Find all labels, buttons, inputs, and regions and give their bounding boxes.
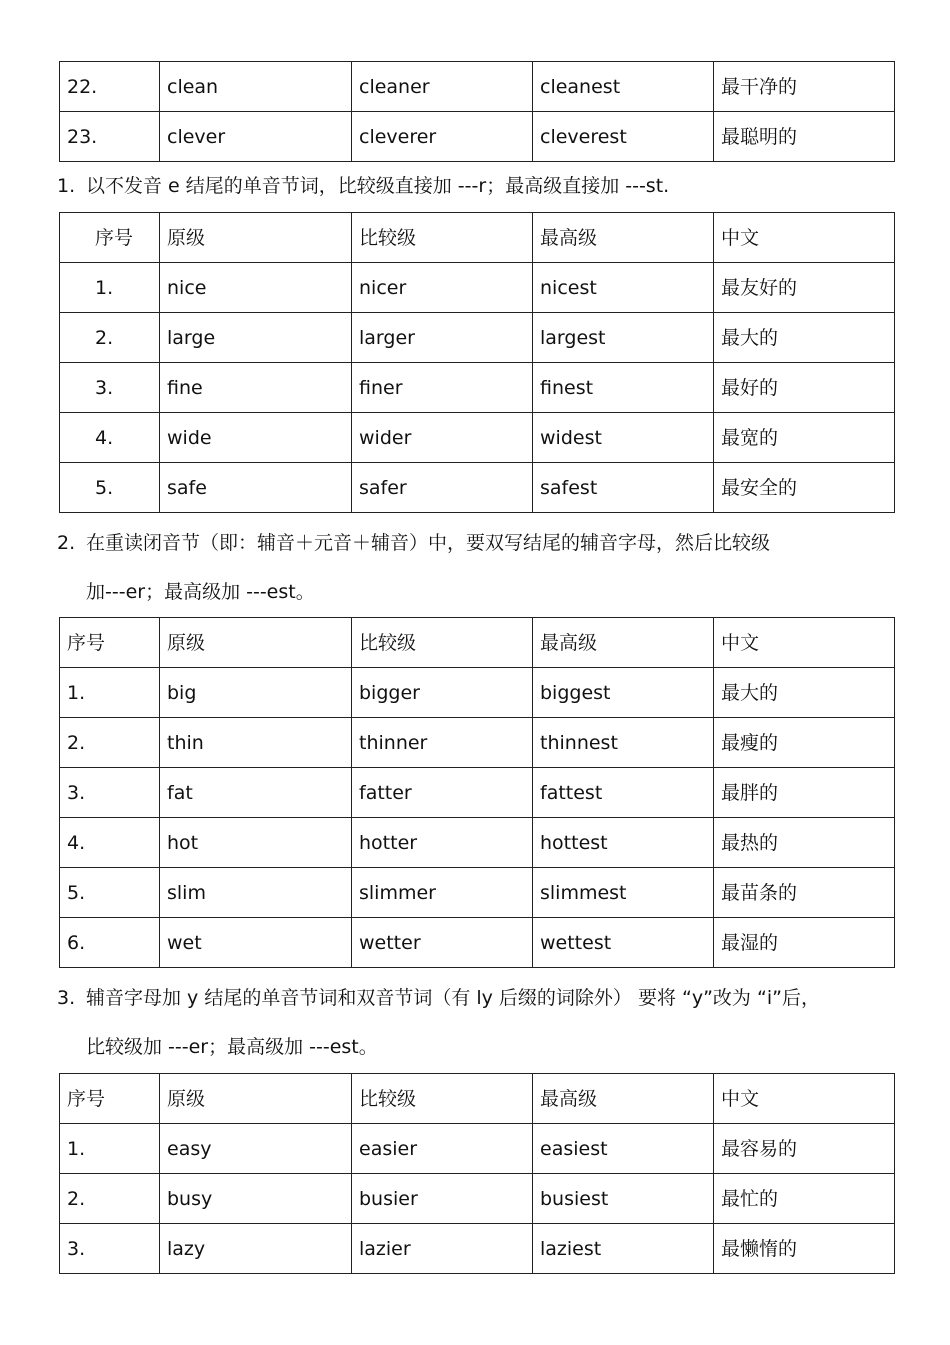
table-row xyxy=(60,62,895,112)
cell-chinese: 最安全的 xyxy=(714,463,895,513)
table-row xyxy=(60,1174,895,1224)
cell-superlative: thinnest xyxy=(533,718,714,768)
cell-positive: fine xyxy=(160,363,352,413)
cell-comparative: larger xyxy=(352,313,533,363)
table-row xyxy=(60,413,895,463)
header-positive: 原级 xyxy=(160,213,352,263)
table-row xyxy=(60,668,895,718)
cell-positive: hot xyxy=(160,818,352,868)
cell-positive: safe xyxy=(160,463,352,513)
cell-index: 3. xyxy=(60,1224,160,1274)
comparison-table-silent-e xyxy=(59,212,895,513)
header-index: 序号 xyxy=(60,1074,160,1124)
cell-index: 5. xyxy=(60,868,160,918)
table-row xyxy=(60,868,895,918)
cell-comparative: cleverer xyxy=(352,112,533,162)
cell-superlative: hottest xyxy=(533,818,714,868)
cell-superlative: slimmest xyxy=(533,868,714,918)
comparison-table-double-consonant xyxy=(59,617,895,968)
cell-positive: easy xyxy=(160,1124,352,1174)
cell-superlative: cleanest xyxy=(533,62,714,112)
cell-comparative: easier xyxy=(352,1124,533,1174)
cell-index: 2. xyxy=(60,313,160,363)
table-row xyxy=(60,313,895,363)
cell-chinese: 最容易的 xyxy=(714,1124,895,1174)
cell-superlative: fattest xyxy=(533,768,714,818)
cell-index: 5. xyxy=(60,463,160,513)
cell-index: 3. xyxy=(60,363,160,413)
cell-chinese: 最忙的 xyxy=(714,1174,895,1224)
cell-positive: clever xyxy=(160,112,352,162)
cell-positive: wide xyxy=(160,413,352,463)
rule-text-line-1: 辅音字母加 y 结尾的单音节词和双音节词（有 ly 后缀的词除外） 要将 “y”改为 “i”后， xyxy=(86,987,820,1009)
rule-2 xyxy=(57,531,770,555)
header-chinese: 中文 xyxy=(714,1074,895,1124)
table-header-row xyxy=(60,618,895,668)
cell-index: 2. xyxy=(60,1174,160,1224)
cell-chinese: 最热的 xyxy=(714,818,895,868)
cell-comparative: safer xyxy=(352,463,533,513)
cell-index: 4. xyxy=(60,818,160,868)
cell-index: 4. xyxy=(60,413,160,463)
cell-positive: busy xyxy=(160,1174,352,1224)
cell-comparative: wetter xyxy=(352,918,533,968)
cell-index: 2. xyxy=(60,718,160,768)
rule-index: 3. xyxy=(57,987,76,1009)
cell-positive: thin xyxy=(160,718,352,768)
cell-positive: fat xyxy=(160,768,352,818)
header-comparative: 比较级 xyxy=(352,1074,533,1124)
cell-comparative: thinner xyxy=(352,718,533,768)
cell-comparative: lazier xyxy=(352,1224,533,1274)
cell-comparative: wider xyxy=(352,413,533,463)
comparison-table-continued xyxy=(59,61,895,162)
table-row xyxy=(60,363,895,413)
cell-positive: wet xyxy=(160,918,352,968)
comparison-table-y-ending xyxy=(59,1073,895,1274)
cell-comparative: slimmer xyxy=(352,868,533,918)
cell-index: 6. xyxy=(60,918,160,968)
cell-index: 1. xyxy=(60,1124,160,1174)
cell-positive: slim xyxy=(160,868,352,918)
table-row xyxy=(60,818,895,868)
cell-positive: nice xyxy=(160,263,352,313)
header-positive: 原级 xyxy=(160,618,352,668)
header-comparative: 比较级 xyxy=(352,213,533,263)
table-row xyxy=(60,112,895,162)
cell-chinese: 最好的 xyxy=(714,363,895,413)
cell-comparative: cleaner xyxy=(352,62,533,112)
cell-chinese: 最大的 xyxy=(714,313,895,363)
table-row xyxy=(60,1124,895,1174)
cell-positive: big xyxy=(160,668,352,718)
cell-superlative: busiest xyxy=(533,1174,714,1224)
cell-index: 1. xyxy=(60,263,160,313)
cell-superlative: nicest xyxy=(533,263,714,313)
cell-superlative: largest xyxy=(533,313,714,363)
cell-chinese: 最干净的 xyxy=(714,62,895,112)
cell-index: 1. xyxy=(60,668,160,718)
table-header-row xyxy=(60,1074,895,1124)
cell-index: 23. xyxy=(60,112,160,162)
table-row xyxy=(60,768,895,818)
cell-comparative: finer xyxy=(352,363,533,413)
table-row xyxy=(60,918,895,968)
table-row xyxy=(60,718,895,768)
header-comparative: 比较级 xyxy=(352,618,533,668)
cell-comparative: busier xyxy=(352,1174,533,1224)
rule-text: 以不发音 e 结尾的单音节词，比较级直接加 ---r；最高级直接加 ---st. xyxy=(86,175,670,197)
cell-superlative: finest xyxy=(533,363,714,413)
rule-3-continuation: 比较级加 ---er；最高级加 ---est。 xyxy=(86,1036,378,1058)
cell-superlative: safest xyxy=(533,463,714,513)
cell-superlative: biggest xyxy=(533,668,714,718)
rule-3 xyxy=(57,986,820,1010)
cell-superlative: cleverest xyxy=(533,112,714,162)
cell-superlative: widest xyxy=(533,413,714,463)
header-superlative: 最高级 xyxy=(533,213,714,263)
table-header-row xyxy=(60,213,895,263)
cell-comparative: fatter xyxy=(352,768,533,818)
cell-superlative: laziest xyxy=(533,1224,714,1274)
table-row xyxy=(60,463,895,513)
cell-superlative: easiest xyxy=(533,1124,714,1174)
rule-index: 1. xyxy=(57,175,76,197)
header-index: 序号 xyxy=(60,618,160,668)
cell-positive: clean xyxy=(160,62,352,112)
table-row xyxy=(60,263,895,313)
cell-comparative: hotter xyxy=(352,818,533,868)
cell-comparative: bigger xyxy=(352,668,533,718)
cell-chinese: 最苗条的 xyxy=(714,868,895,918)
header-positive: 原级 xyxy=(160,1074,352,1124)
header-superlative: 最高级 xyxy=(533,618,714,668)
header-chinese: 中文 xyxy=(714,213,895,263)
cell-superlative: wettest xyxy=(533,918,714,968)
rule-index: 2. xyxy=(57,532,76,554)
cell-comparative: nicer xyxy=(352,263,533,313)
cell-index: 3. xyxy=(60,768,160,818)
cell-chinese: 最湿的 xyxy=(714,918,895,968)
cell-positive: lazy xyxy=(160,1224,352,1274)
cell-chinese: 最懒惰的 xyxy=(714,1224,895,1274)
cell-chinese: 最大的 xyxy=(714,668,895,718)
cell-chinese: 最瘦的 xyxy=(714,718,895,768)
table-row xyxy=(60,1224,895,1274)
cell-chinese: 最聪明的 xyxy=(714,112,895,162)
cell-index: 22. xyxy=(60,62,160,112)
cell-chinese: 最胖的 xyxy=(714,768,895,818)
cell-chinese: 最友好的 xyxy=(714,263,895,313)
header-superlative: 最高级 xyxy=(533,1074,714,1124)
rule-2-continuation: 加---er；最高级加 ---est。 xyxy=(86,581,315,603)
rule-1 xyxy=(57,174,669,198)
cell-positive: large xyxy=(160,313,352,363)
header-chinese: 中文 xyxy=(714,618,895,668)
cell-chinese: 最宽的 xyxy=(714,413,895,463)
header-index: 序号 xyxy=(60,213,160,263)
rule-text-line-1: 在重读闭音节（即：辅音＋元音＋辅音）中，要双写结尾的辅音字母，然后比较级 xyxy=(86,532,771,554)
